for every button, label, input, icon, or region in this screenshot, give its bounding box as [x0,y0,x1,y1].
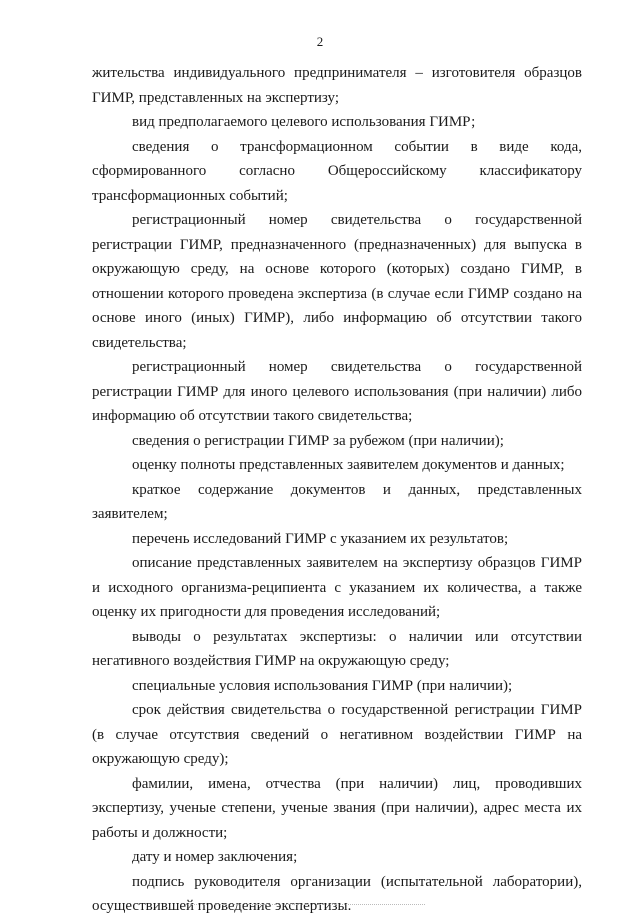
paragraph: сведения о регистрации ГИМР за рубежом (при наличии); [132,432,504,449]
paragraph: сведения о трансформационном событии в виде кода, сформированного согласно Общероссийскому классификатору трансформационных событий; [92,138,582,204]
paragraph: описание представленных заявителем на экспертизу образцов ГИМР и исходного организма-реципиента с указанием их количества, а также оценку их пригодности для проведения исследований; [92,555,582,620]
paragraph: специальные условия использования ГИМР (при наличии); [132,677,513,694]
document-body [92,61,582,919]
paragraph: срок действия свидетельства о государственной регистрации ГИМР (в случае отсутствия сведений о негативном воздействии ГИМР на окружающую среду); [92,702,582,767]
paragraph: подпись руководителя организации (испытательной лаборатории), осуществившей проведение экспертизы. [92,873,582,914]
paragraph: краткое содержание документов и данных, представленных заявителем; [92,481,582,522]
paragraph: регистрационный номер свидетельства о государственной регистрации ГИМР для иного целевого использования (при наличии) либо информацию об отсутствии такого свидетельства; [92,359,582,424]
paragraph: вид предполагаемого целевого использования ГИМР; [132,114,476,130]
paragraph: регистрационный номер свидетельства о государственной регистрации ГИМР, предназначенного (предназначенных) для выпуска в окружающую среду, на основе которого (которых) создано ГИМР, в отношении которого проведена экспертиза (в случае если ГИМР создано на основе иного (иных) ГИМР), либо информацию об отсутствии такого свидетельства; [92,212,582,351]
paragraph: дату и номер заключения; [132,849,298,865]
paragraph: жительства индивидуального предпринимателя – изготовителя образцов ГИМР, представленных на экспертизу; [92,65,582,106]
paragraph: фамилии, имена, отчества (при наличии) лиц, проводивших экспертизу, ученые степени, ученые звания (при наличии), адрес места их работы и должности; [92,775,582,841]
paragraph: перечень исследований ГИМР с указанием их результатов; [132,530,509,547]
page-number: 2 [316,34,324,49]
paragraph: выводы о результатах экспертизы: о наличии или отсутствии негативного воздействия ГИМР на окружающую среду; [92,628,582,669]
paragraph: оценку полноты представленных заявителем документов и данных; [132,457,565,473]
